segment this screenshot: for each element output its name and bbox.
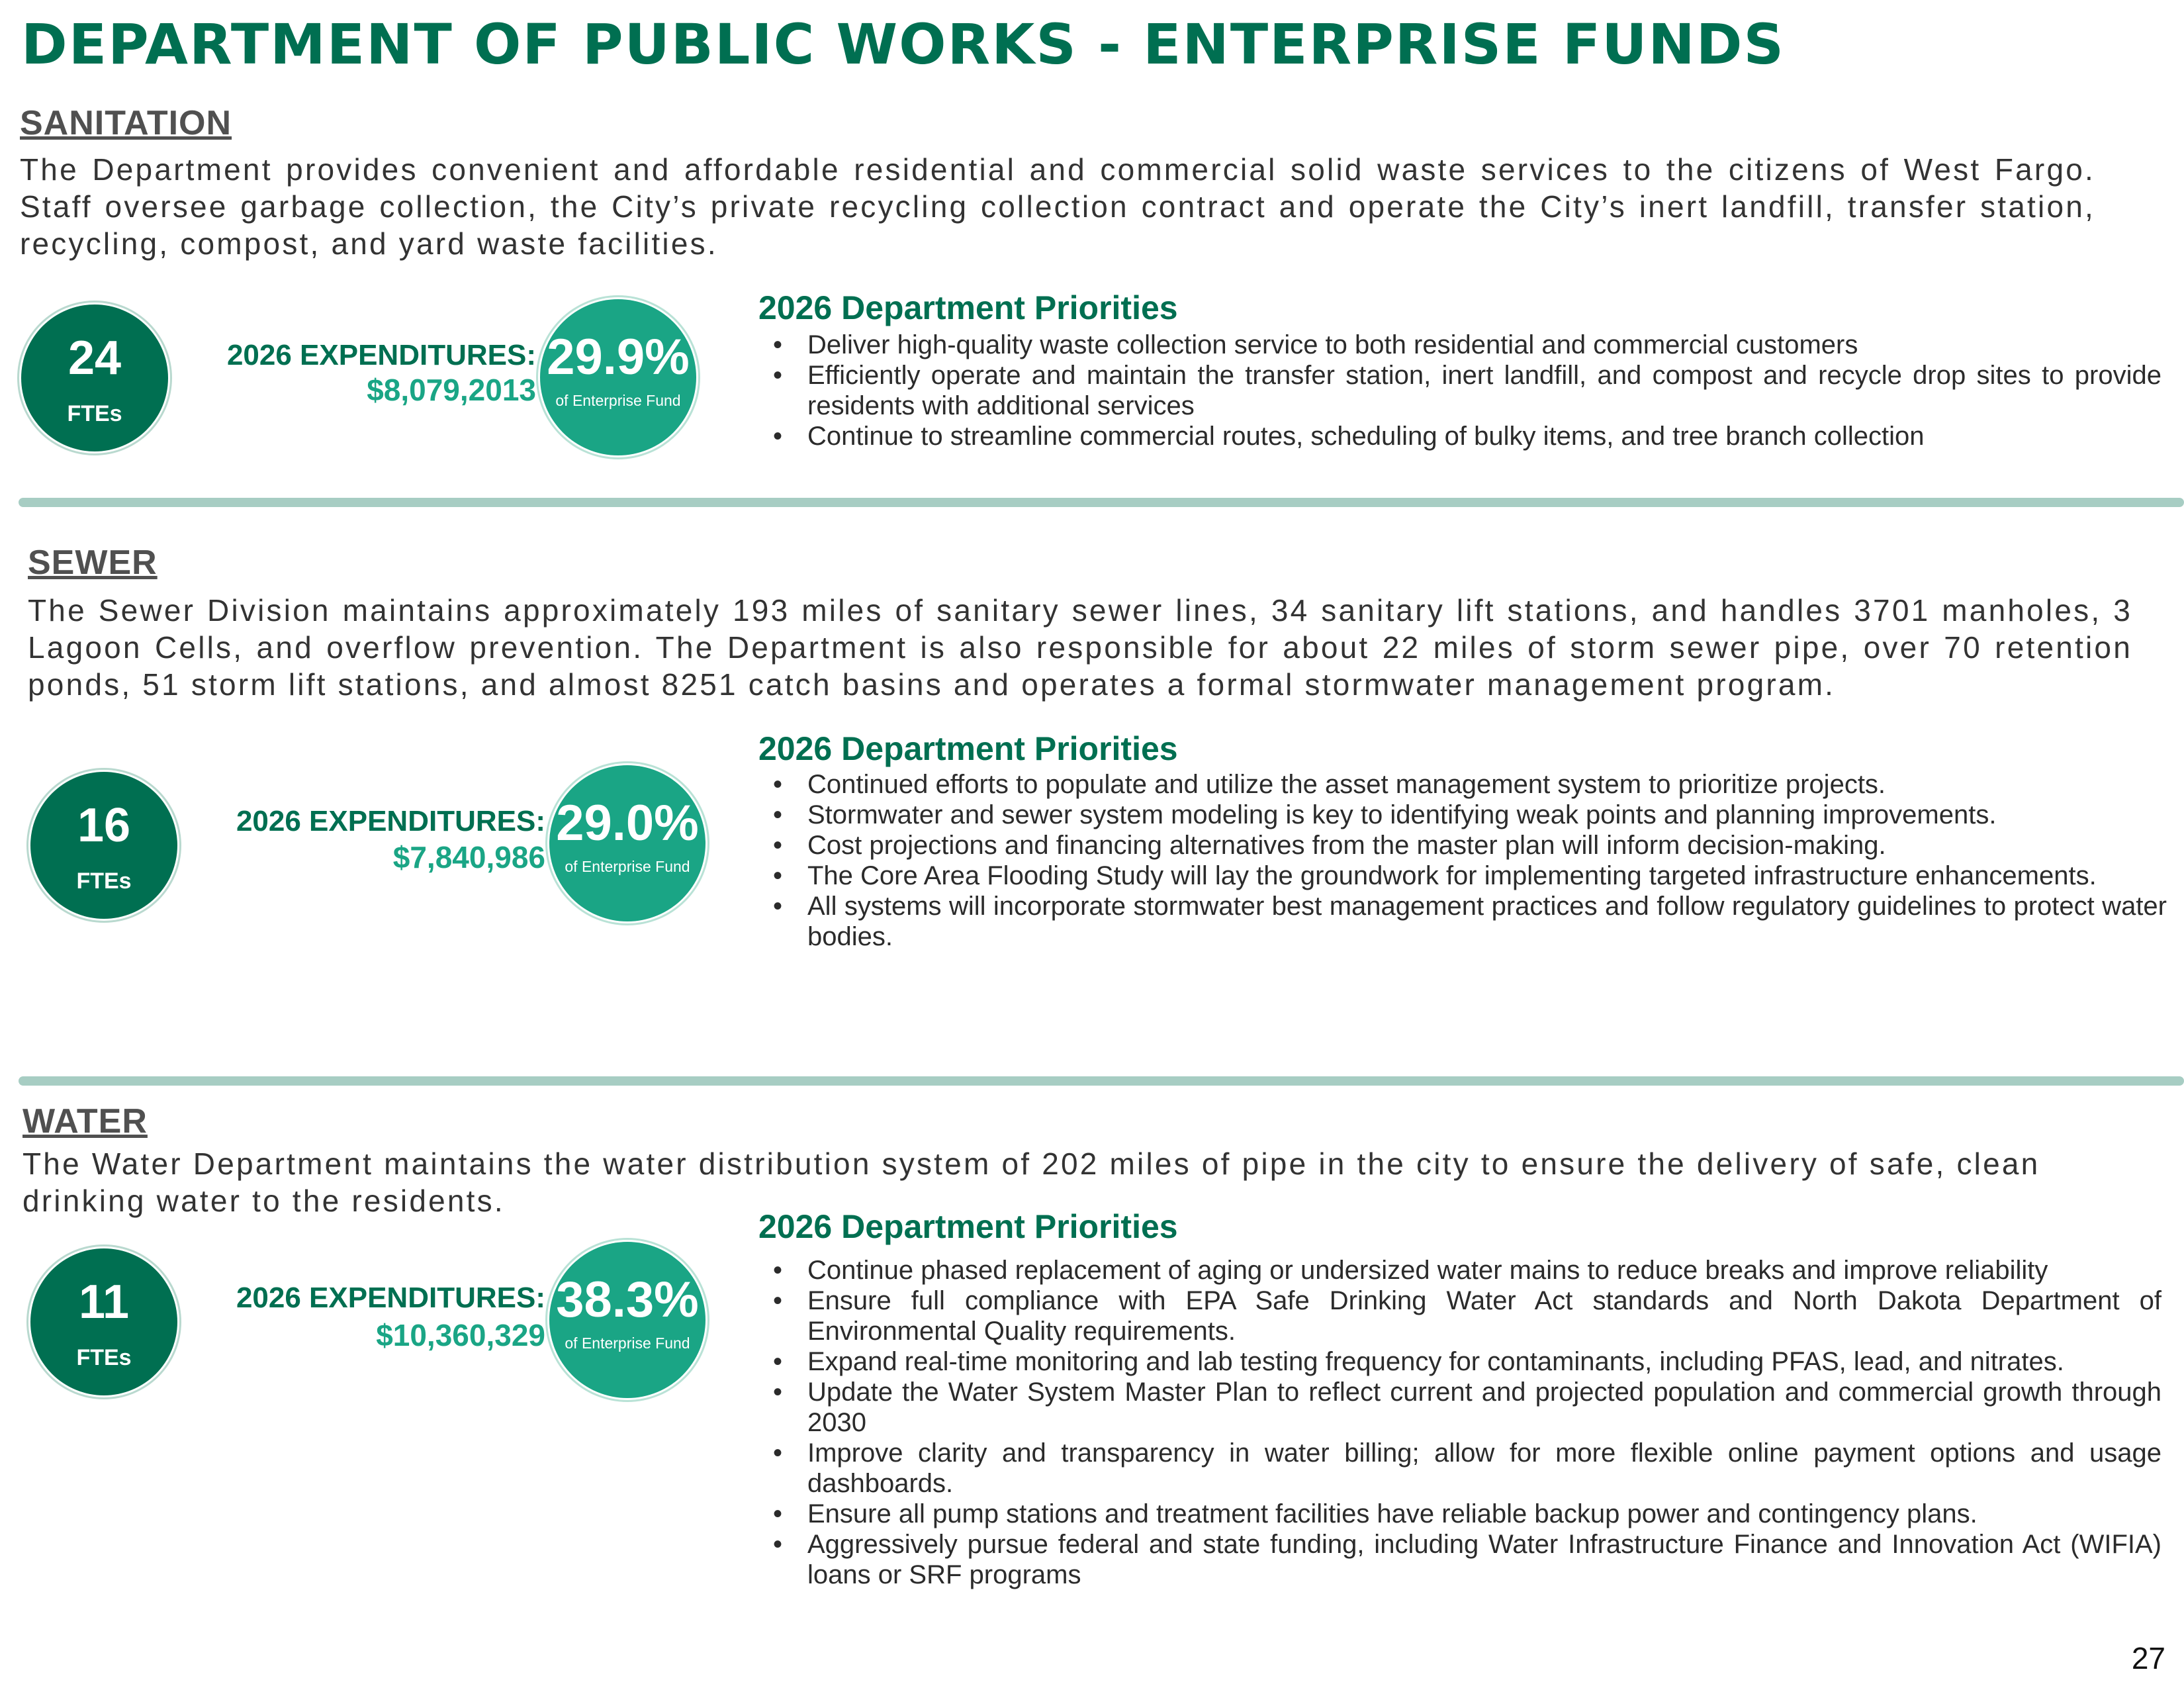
list-item: • Aggressively pursue federal and state funding, including Water Infrastructure Finance and Innovation Act (WIFIA) loans or SRF programs (758, 1529, 2161, 1590)
sanitation-expenditures-label: 2026 EXPENDITURES: (226, 339, 536, 371)
sewer-heading: SEWER (28, 543, 158, 582)
water-percent-label: of Enterprise Fund (565, 1335, 690, 1352)
water-priorities-list (758, 1255, 2161, 1590)
page-number: 27 (2131, 1641, 2165, 1675)
water-priorities-heading: 2026 Department Priorities (758, 1208, 1178, 1245)
list-item: • Expand real-time monitoring and lab testing frequency for contaminants, including PFAS, lead, and nitrates. (758, 1346, 2161, 1377)
list-item: • Ensure all pump stations and treatment facilities have reliable backup power and contingency plans. (758, 1499, 2161, 1529)
water-percent: 38.3% (556, 1272, 699, 1328)
water-description: The Water Department maintains the water distribution system of 202 miles of pipe in the city to ensure the delivery of safe, clean drinking water to the residents. (23, 1147, 2040, 1218)
list-item: • Update the Water System Master Plan to reflect current and projected population and commercial growth through 2030 (758, 1377, 2161, 1438)
sanitation-fte-badge (21, 305, 168, 451)
water-fte-label: FTEs (76, 1345, 132, 1370)
sanitation-percent-badge (540, 299, 696, 455)
section-divider (19, 498, 2184, 507)
section-divider (19, 1076, 2184, 1086)
sewer-percent-label: of Enterprise Fund (565, 858, 690, 875)
list-item: • Improve clarity and transparency in water billing; allow for more flexible online payment options and usage dashboards. (758, 1438, 2161, 1499)
water-expenditures-amount: $10,360,329 (376, 1318, 545, 1352)
list-item: • Ensure full compliance with EPA Safe Drinking Water Act standards and North Dakota Department of Environmental Quality requirements. (758, 1286, 2161, 1346)
sewer-fte-badge (30, 772, 177, 919)
sanitation-fte-count: 24 (68, 332, 122, 385)
list-item: • Cost projections and financing alternatives from the master plan will inform decision-making. (758, 830, 2167, 861)
sanitation-fte-label: FTEs (67, 401, 122, 426)
sanitation-heading: SANITATION (20, 104, 232, 142)
list-item: • Efficiently operate and maintain the transfer station, inert landfill, and compost and recycle drop sites to provide residents with additional services (758, 360, 2161, 421)
sanitation-priorities-heading: 2026 Department Priorities (758, 289, 1178, 326)
sewer-priorities-list (758, 769, 2167, 952)
sewer-percent-badge (549, 765, 705, 921)
water-fte-badge (30, 1248, 177, 1395)
sanitation-percent: 29.9% (547, 329, 690, 385)
sanitation-expenditures-amount: $8,079,2013 (367, 373, 536, 407)
sewer-expenditures-label: 2026 EXPENDITURES: (236, 805, 545, 837)
water-percent-badge (549, 1242, 705, 1398)
water-fte-count: 11 (78, 1276, 130, 1329)
sewer-fte-count: 16 (77, 799, 131, 852)
sewer-expenditures-amount: $7,840,986 (392, 840, 545, 874)
list-item: • Continue phased replacement of aging or undersized water mains to reduce breaks and improve reliability (758, 1255, 2161, 1286)
sewer-fte-label: FTEs (76, 868, 132, 894)
sewer-priorities-heading: 2026 Department Priorities (758, 730, 1178, 767)
list-item: • Stormwater and sewer system modeling is key to identifying weak points and planning improvements. (758, 800, 2167, 830)
sewer-percent: 29.0% (556, 795, 699, 851)
water-expenditures-label: 2026 EXPENDITURES: (236, 1282, 545, 1314)
list-item: • All systems will incorporate stormwater best management practices and follow regulatory guidelines to protect water bodies. (758, 891, 2167, 952)
sanitation-priorities-list (758, 330, 2161, 451)
list-item: • Continue to streamline commercial routes, scheduling of bulky items, and tree branch collection (758, 421, 2161, 451)
water-heading: WATER (23, 1102, 148, 1141)
sewer-description: The Sewer Division maintains approximately 193 miles of sanitary sewer lines, 34 sanitary lift stations, and handles 3701 manholes, 3 Lagoon Cells, and overflow prevention. The Department is also responsible for about 22 miles of storm sewer pipe, over 70 retention ponds, 51 storm lift stations, and almost 8251 catch basins and operates a formal stormwater management program. (28, 593, 2132, 702)
sanitation-percent-label: of Enterprise Fund (555, 392, 681, 409)
page-title: DEPARTMENT OF PUBLIC WORKS - ENTERPRISE FUNDS (21, 12, 1785, 77)
list-item: • Deliver high-quality waste collection service to both residential and commercial customers (758, 330, 2161, 360)
sanitation-description: The Department provides convenient and affordable residential and commercial solid waste services to the citizens of West Fargo. Staff oversee garbage collection, the City’s private recycling collection contract and operate the City’s inert landfill, transfer station, recycling, compost, and yard waste facilities. (20, 152, 2095, 261)
list-item: • The Core Area Flooding Study will lay the groundwork for implementing targeted infrastructure enhancements. (758, 861, 2167, 891)
list-item: • Continued efforts to populate and utilize the asset management system to prioritize projects. (758, 769, 2167, 800)
